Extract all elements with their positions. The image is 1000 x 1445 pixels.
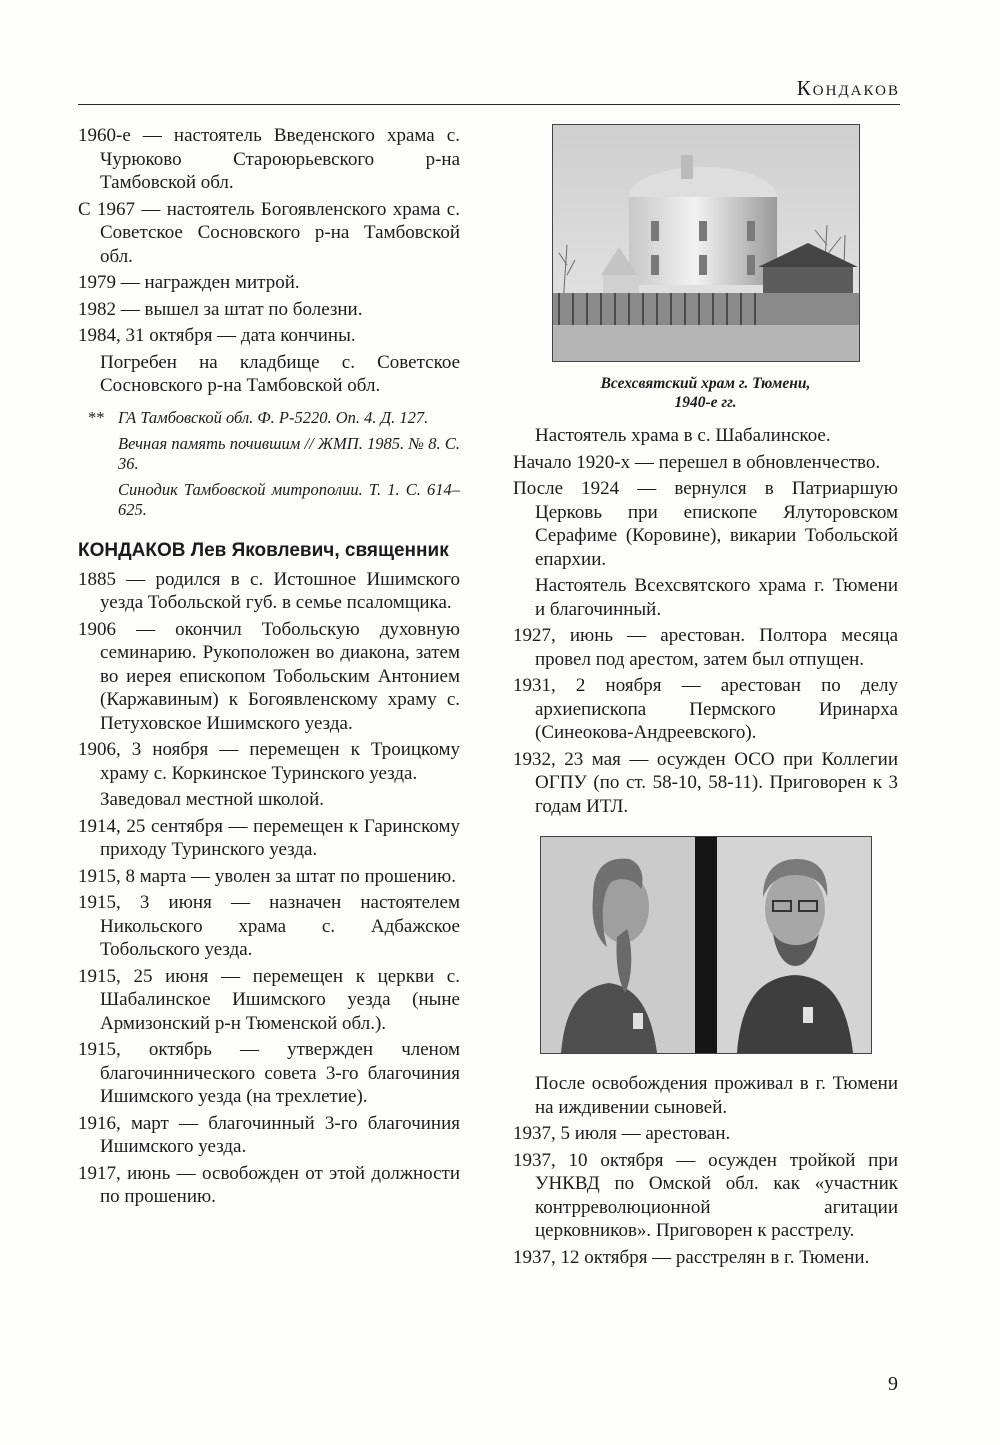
page-number: 9 [888,1373,898,1395]
person-name: Лев Яковлевич, священник [190,539,449,561]
entry: 1937, 12 октября — расстрелян в г. Тюмени. [513,1246,870,1268]
entry: 1914, 25 сентября — перемещен к Гаринскому приходу Туринского уезда. [78,815,460,860]
entry: 1885 — родился в с. Истошное Ишимского уезда Тобольской губ. в семье псаломщика. [78,568,460,613]
entry: 1915, 25 июня — перемещен к церкви с. Шабалинское Ишимского уезда (ныне Армизонский р-н Тюменской обл.). [78,965,460,1034]
entry: 1982 — вышел за штат по болезни. [78,298,363,320]
right-column [513,124,898,1272]
source-item: Синодик Тамбовской митрополии. Т. 1. С. 614–625. [118,479,460,519]
caption-line: Всехсвятский храм г. Тюмени, [600,375,811,392]
source-item: ГА Тамбовской обл. Ф. Р-5220. Оп. 4. Д. 127. [118,407,429,427]
person-surname: КОНДАКОВ [78,539,186,561]
entry: Начало 1920-х — перешел в обновленчество. [513,451,881,473]
caption-line: 1940-е гг. [674,394,737,411]
sources-mark: ** [88,407,105,427]
entry: 1906 — окончил Тобольскую духовную семинарию. Рукоположен во диакона, затем во иерея епископом Тобольским Антонием (Каржавиным) к Богоявленскому храму с. Петуховское Ишимского уезда. [78,618,460,734]
entry: 1979 — награжден митрой. [78,272,300,293]
source-item: Вечная память почившим // ЖМП. 1985. № 8. С. 36. [118,433,460,473]
entry: 1915, октябрь — утвержден членом благочиннического совета 3-го благочиния Ишимского уезда (на трехлетие). [78,1039,460,1107]
church-photo-caption [513,374,898,412]
entry: 1916, март — благочинный 3-го благочиния Ишимского уезда. [78,1112,460,1157]
entries-top [78,124,460,398]
entry: После 1924 — вернулся в Патриаршую Церковь при епископе Ялуторовском Серафиме (Коровине), викарии Тобольской епархии. [513,478,898,570]
entry: После освобождения проживал в г. Тюмени на иждивении сыновей. [535,1073,898,1118]
entry: 1915, 8 марта — уволен за штат по прошению. [78,865,456,887]
church-photo [552,124,860,362]
entries-right-b [513,1072,898,1269]
entry: 1927, июнь — арестован. Полтора месяца провел под арестом, затем был отпущен. [513,625,898,670]
entry: 1937, 5 июля — арестован. [513,1123,731,1144]
entry: 1937, 10 октября — осужден тройкой при УНКВД по Омской обл. как «участник контрреволюционной агитации церковников». Приговорен к расстрелу. [513,1149,898,1241]
entry: 1984, 31 октября — дата кончины. [78,325,356,346]
entry: Настоятель храма в с. Шабалинское. [535,425,831,446]
entries-right-a [513,424,898,818]
mugshot-photo [540,836,872,1054]
entry: Настоятель Всехсвятского храма г. Тюмени и благочинный. [535,575,898,620]
entry: 1917, июнь — освобожден от этой должности по прошению. [78,1162,460,1207]
entry: 1915, 3 июня — назначен настоятелем Никольского храма с. Адбажское Тобольского уезда. [78,892,460,960]
left-column [78,124,460,1212]
running-header-title: Кондаков [796,76,900,100]
person-heading [78,540,460,562]
entry: 1932, 23 мая — осужден ОСО при Коллегии ОГПУ (по ст. 58-10, 58-11). Приговорен к 3 годам ИТЛ. [513,748,898,817]
entry: 1960-е — настоятель Введенского храма с. Чурюково Староюрьевского р-на Тамбовской обл. [78,125,460,193]
running-header [78,76,900,105]
entry: С 1967 — настоятель Богоявленского храма с. Советское Сосновского р-на Тамбовской обл. [78,198,460,267]
entry: 1906, 3 ноября — перемещен к Троицкому храму с. Коркинское Туринского уезда. [78,739,460,784]
entry: Заведовал местной школой. [100,789,325,810]
sources-block [78,408,460,520]
burial-note: Погребен на кладбище с. Советское Сосновского р-на Тамбовской обл. [100,351,460,396]
entry: 1931, 2 ноября — арестован по делу архиепископа Пермского Иринарха (Синеокова-Андреевского). [513,675,898,743]
entries-bottom [78,568,460,1209]
